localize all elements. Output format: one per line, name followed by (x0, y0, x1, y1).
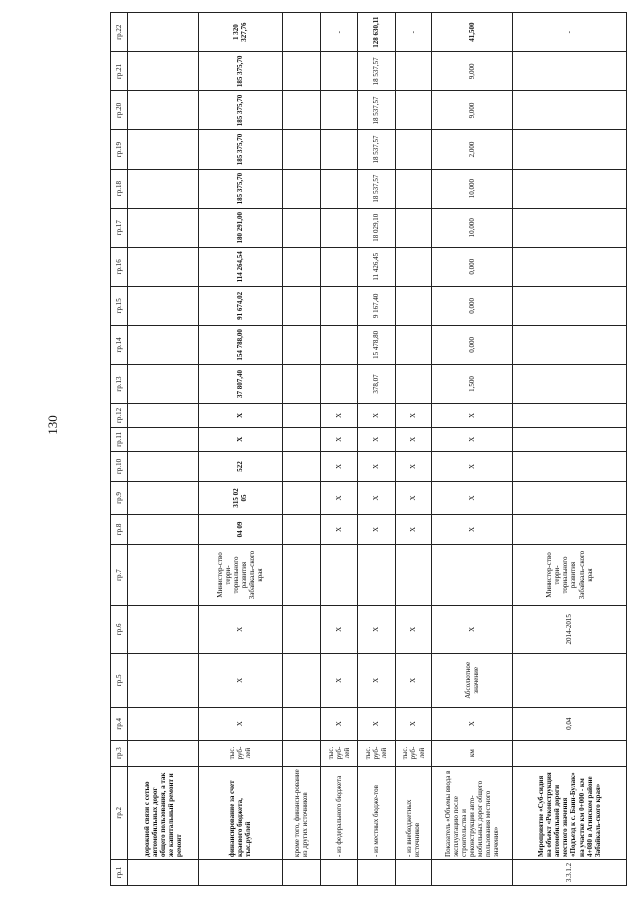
table-cell (320, 130, 357, 169)
table-cell (395, 169, 432, 208)
table-cell (128, 286, 199, 325)
table-cell (282, 482, 320, 515)
table-cell: Х (395, 404, 432, 428)
table-cell (320, 247, 357, 286)
table-cell: 18 537,57 (357, 169, 395, 208)
table-cell: Х (198, 707, 282, 740)
table-cell (128, 427, 199, 451)
table-cell: Х (357, 427, 395, 451)
table-cell (282, 169, 320, 208)
table-cell: 3.3.1.2 (512, 859, 626, 885)
table-cell: Х (432, 427, 513, 451)
table-cell: 0,000 (432, 325, 513, 364)
table-cell: Х (320, 427, 357, 451)
table-cell: Х (395, 482, 432, 515)
table-cell (357, 545, 395, 606)
rotated-table-sheet (110, 12, 627, 886)
table-cell (512, 247, 626, 286)
table-cell: Министер-ство терри-ториального развития Забайкаль-ского края (512, 545, 626, 606)
table-cell: 2,000 (432, 130, 513, 169)
table-cell (432, 859, 513, 885)
table-cell (282, 91, 320, 130)
table-cell: тыс. руб-лей (357, 740, 395, 766)
table-cell: 41,500 (432, 13, 513, 52)
table-cell (128, 91, 199, 130)
table-row (282, 13, 320, 886)
table-cell (282, 364, 320, 403)
column-header: гр.4 (111, 707, 128, 740)
table-cell (320, 859, 357, 885)
table-cell: 18 537,57 (357, 130, 395, 169)
table-cell (320, 91, 357, 130)
table-cell: км (432, 740, 513, 766)
table-cell (282, 286, 320, 325)
table-row (357, 13, 395, 886)
table-cell (282, 707, 320, 740)
table-cell: 37 807,40 (198, 364, 282, 403)
table-cell: 114 264,54 (198, 247, 282, 286)
table-cell: 2014-2015 (512, 605, 626, 653)
table-cell: Х (357, 653, 395, 707)
table-cell: 18 029,10 (357, 208, 395, 247)
table-cell (357, 859, 395, 885)
table-cell (128, 364, 199, 403)
table-cell: 1,500 (432, 364, 513, 403)
table-cell (512, 653, 626, 707)
table-row (198, 13, 282, 886)
column-header: гр.7 (111, 545, 128, 606)
table-cell (512, 52, 626, 91)
table-cell: Х (432, 451, 513, 481)
table-cell (320, 364, 357, 403)
table-cell (128, 653, 199, 707)
table-cell: Х (198, 653, 282, 707)
column-header: гр.19 (111, 130, 128, 169)
column-header: гр.2 (111, 766, 128, 859)
table-cell (395, 325, 432, 364)
table-cell (128, 325, 199, 364)
table-cell: Х (357, 514, 395, 544)
column-header: гр.18 (111, 169, 128, 208)
table-cell (432, 545, 513, 606)
table-cell: 04 09 (198, 514, 282, 544)
table-cell: Министер-ство терри-ториального развития Забайкаль-ского края (198, 545, 282, 606)
column-header: гр.3 (111, 740, 128, 766)
table-cell (198, 859, 282, 885)
table-cell (320, 52, 357, 91)
table-cell: Х (357, 451, 395, 481)
table-cell (282, 52, 320, 91)
table-cell: - (320, 13, 357, 52)
row-label-cell: Мероприятие «Суб-сидия на объект «Реконструкция автомобильной дороги местного значения «Подъезд к с. Баин-Булак» на участке км 0+000 - км 4+080 в Агинском районе Забайкаль-ского края» (512, 766, 626, 859)
table-cell (128, 859, 199, 885)
column-header: гр.16 (111, 247, 128, 286)
program-table (110, 12, 627, 886)
table-cell: Х (432, 404, 513, 428)
table-cell: 185 375,70 (198, 169, 282, 208)
table-cell (320, 325, 357, 364)
table-cell: 91 674,02 (198, 286, 282, 325)
table-cell (512, 482, 626, 515)
table-cell (320, 286, 357, 325)
table-cell: Х (320, 451, 357, 481)
table-cell: 180 291,00 (198, 208, 282, 247)
table-cell (128, 169, 199, 208)
table-cell: Х (395, 707, 432, 740)
table-cell (128, 130, 199, 169)
table-row (432, 13, 513, 886)
table-cell (512, 427, 626, 451)
table-cell: 11 426,45 (357, 247, 395, 286)
page-number: 130 (45, 415, 60, 435)
row-label-cell: - из федерального бюджета (320, 766, 357, 859)
table-cell (282, 545, 320, 606)
table-cell (128, 404, 199, 428)
table-cell: 10,000 (432, 169, 513, 208)
header-row (111, 13, 128, 886)
column-header: гр.15 (111, 286, 128, 325)
table-cell (282, 740, 320, 766)
table-cell: Х (432, 605, 513, 653)
table-cell (512, 514, 626, 544)
column-header: гр.14 (111, 325, 128, 364)
table-cell: Х (432, 707, 513, 740)
table-cell (512, 325, 626, 364)
table-row (512, 13, 626, 886)
table-cell: Х (395, 605, 432, 653)
table-cell (395, 247, 432, 286)
table-cell (395, 52, 432, 91)
table-cell: Х (357, 707, 395, 740)
table-cell: Х (320, 404, 357, 428)
table-cell (512, 208, 626, 247)
table-cell (128, 482, 199, 515)
table-cell: 18 537,57 (357, 52, 395, 91)
table-cell (512, 169, 626, 208)
column-header: гр.1 (111, 859, 128, 885)
table-cell (128, 545, 199, 606)
table-cell: 15 478,80 (357, 325, 395, 364)
column-header: гр.13 (111, 364, 128, 403)
table-cell (282, 605, 320, 653)
table-cell: 9,000 (432, 91, 513, 130)
table-cell (395, 364, 432, 403)
table-cell (128, 208, 199, 247)
table-cell: Х (198, 605, 282, 653)
table-cell: Х (395, 427, 432, 451)
table-cell (512, 286, 626, 325)
row-label-cell: кроме того, финанси-рование из других источников (282, 766, 320, 859)
table-cell: Х (432, 482, 513, 515)
column-header: гр.5 (111, 653, 128, 707)
table-cell: 185 375,70 (198, 91, 282, 130)
row-label-cell: финансирование за счет краевого бюджета, тыс.рублей (198, 766, 282, 859)
table-cell: Х (395, 653, 432, 707)
table-cell: - (512, 13, 626, 52)
column-header: гр.10 (111, 451, 128, 481)
table-cell (395, 286, 432, 325)
table-cell (320, 545, 357, 606)
column-header: гр.17 (111, 208, 128, 247)
table-cell: Х (320, 482, 357, 515)
table-cell: Х (395, 451, 432, 481)
table-cell: Х (357, 404, 395, 428)
table-cell: Х (198, 404, 282, 428)
table-cell: 1 320 327,76 (198, 13, 282, 52)
table-cell: 9 167,40 (357, 286, 395, 325)
row-label-cell: - из местных бюдже-тов (357, 766, 395, 859)
table-cell (128, 605, 199, 653)
table-cell (128, 13, 199, 52)
table-cell (395, 91, 432, 130)
table-cell (512, 404, 626, 428)
column-header: гр.22 (111, 13, 128, 52)
table-cell (320, 208, 357, 247)
table-row (320, 13, 357, 886)
table-cell (128, 514, 199, 544)
column-header: гр.8 (111, 514, 128, 544)
table-cell (395, 545, 432, 606)
table-cell (282, 325, 320, 364)
column-header: гр.11 (111, 427, 128, 451)
table-cell (282, 247, 320, 286)
table-cell: 9,000 (432, 52, 513, 91)
table-cell (512, 91, 626, 130)
table-row (128, 13, 199, 886)
table-cell (282, 404, 320, 428)
table-cell (512, 130, 626, 169)
table-cell: Х (320, 653, 357, 707)
column-header: гр.20 (111, 91, 128, 130)
table-cell (395, 208, 432, 247)
table-cell: Х (320, 707, 357, 740)
table-cell: 0,000 (432, 286, 513, 325)
table-cell: Х (320, 605, 357, 653)
table-cell (395, 130, 432, 169)
table-cell: 522 (198, 451, 282, 481)
table-cell (395, 859, 432, 885)
column-header: гр.21 (111, 52, 128, 91)
table-cell: 128 630,11 (357, 13, 395, 52)
table-cell: Х (357, 605, 395, 653)
column-header: гр.6 (111, 605, 128, 653)
row-label-cell: Показатель «Объемы ввода в эксплуатацию после строительства и реконструкции авто-мобильных дорог общего пользования местного значения» (432, 766, 513, 859)
table-cell: 378,07 (357, 364, 395, 403)
table-cell: 185 375,70 (198, 130, 282, 169)
table-cell: 18 537,57 (357, 91, 395, 130)
table-cell (320, 169, 357, 208)
table-cell (128, 247, 199, 286)
table-cell (282, 859, 320, 885)
column-header: гр.12 (111, 404, 128, 428)
table-cell: 154 788,00 (198, 325, 282, 364)
table-cell: Х (198, 427, 282, 451)
table-cell: тыс. руб-лей (395, 740, 432, 766)
table-cell: 185 375,70 (198, 52, 282, 91)
table-cell: Х (357, 482, 395, 515)
column-header: гр.9 (111, 482, 128, 515)
table-cell: 0,000 (432, 247, 513, 286)
row-label-cell: - из внебюджетных источников (395, 766, 432, 859)
table-cell (128, 52, 199, 91)
table-cell (282, 130, 320, 169)
table-cell (128, 451, 199, 481)
table-cell: Х (395, 514, 432, 544)
table-cell (282, 514, 320, 544)
table-cell: тыс. руб-лей (198, 740, 282, 766)
table-cell (128, 740, 199, 766)
table-cell: 0,04 (512, 707, 626, 740)
table-cell: 315 02 05 (198, 482, 282, 515)
table-cell (282, 427, 320, 451)
row-label-cell: дорожной связи с сетью автомобильных дорог общего пользования, а так же капитальный ремонт и ремонт (128, 766, 199, 859)
table-cell (282, 451, 320, 481)
table-cell (282, 13, 320, 52)
table-cell: 10,000 (432, 208, 513, 247)
table-cell (512, 364, 626, 403)
table-cell (282, 653, 320, 707)
table-cell (128, 707, 199, 740)
table-cell: Х (432, 514, 513, 544)
table-cell (282, 208, 320, 247)
table-cell: Абсолютное значение (432, 653, 513, 707)
table-row (395, 13, 432, 886)
table-cell: тыс. руб-лей (320, 740, 357, 766)
table-cell: Х (320, 514, 357, 544)
table-cell: - (395, 13, 432, 52)
table-cell (512, 740, 626, 766)
table-cell (512, 451, 626, 481)
